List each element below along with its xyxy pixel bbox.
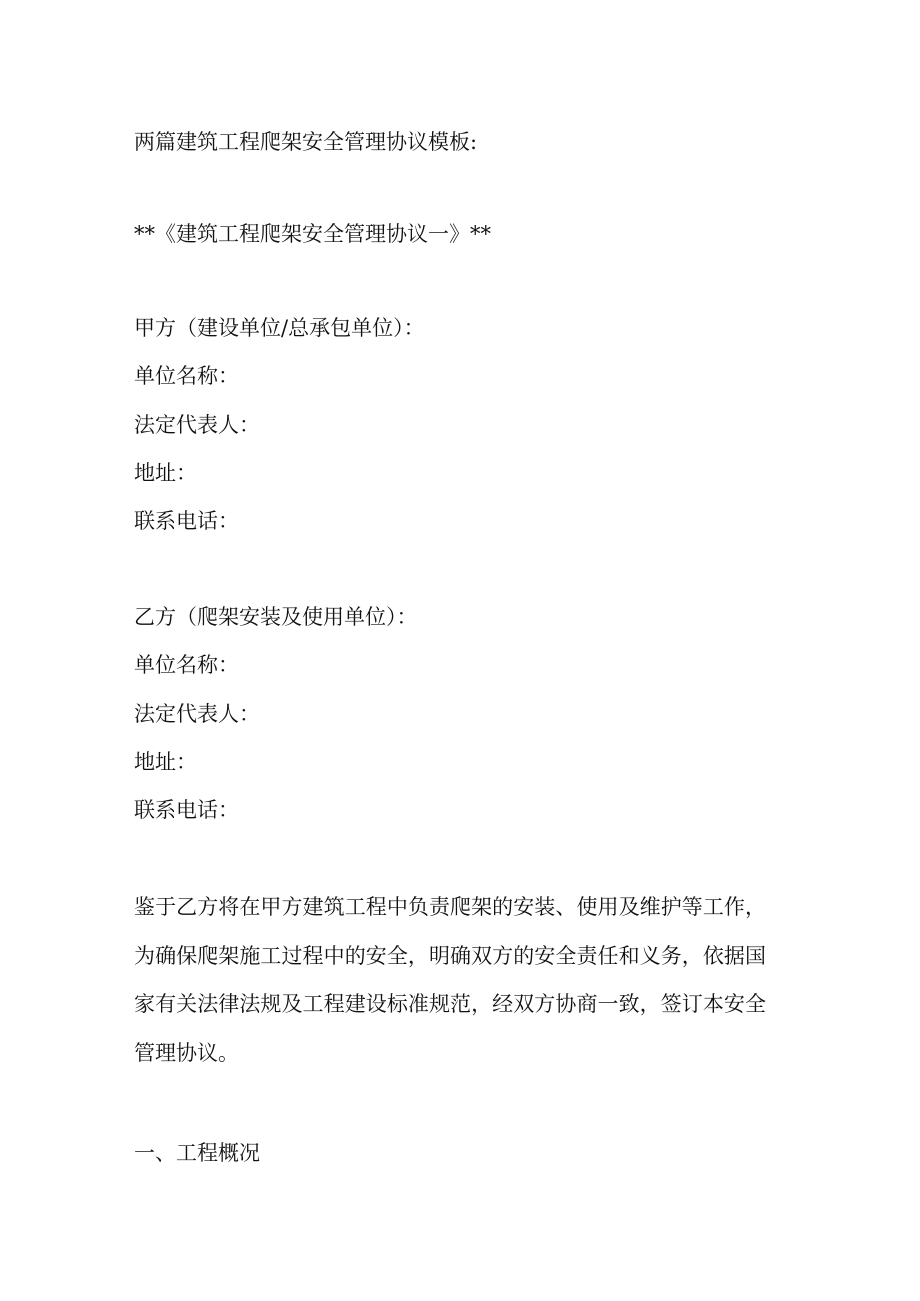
party-a-heading: 甲方（建设单位/总承包单位）：	[134, 316, 425, 340]
party-a-company-name-label: 单位名称：	[134, 364, 239, 388]
document-intro-title: 两篇建筑工程爬架安全管理协议模板:	[134, 130, 478, 154]
agreement-title: **《建筑工程爬架安全管理协议一》**	[134, 222, 491, 246]
party-b-company-name-label: 单位名称：	[134, 653, 239, 677]
party-b-phone-label: 联系电话：	[134, 798, 239, 822]
party-b-address-label: 地址：	[134, 750, 197, 774]
party-a-address-label: 地址：	[134, 461, 197, 485]
section-1-heading: 一、工程概况	[134, 1141, 260, 1165]
party-a-legal-rep-label: 法定代表人：	[134, 413, 260, 437]
party-b-legal-rep-label: 法定代表人：	[134, 702, 260, 726]
party-a-phone-label: 联系电话：	[134, 509, 239, 533]
party-b-heading: 乙方（爬架安装及使用单位）：	[134, 605, 418, 629]
preamble-paragraph: 鉴于乙方将在甲方建筑工程中负责爬架的安装、使用及维护等工作，为确保爬架施工过程中的安全，明确双方的安全责任和义务，依据国家有关法律法规及工程建设标准规范，经双方协商一致，签订本安全管理协议。	[134, 895, 766, 1065]
